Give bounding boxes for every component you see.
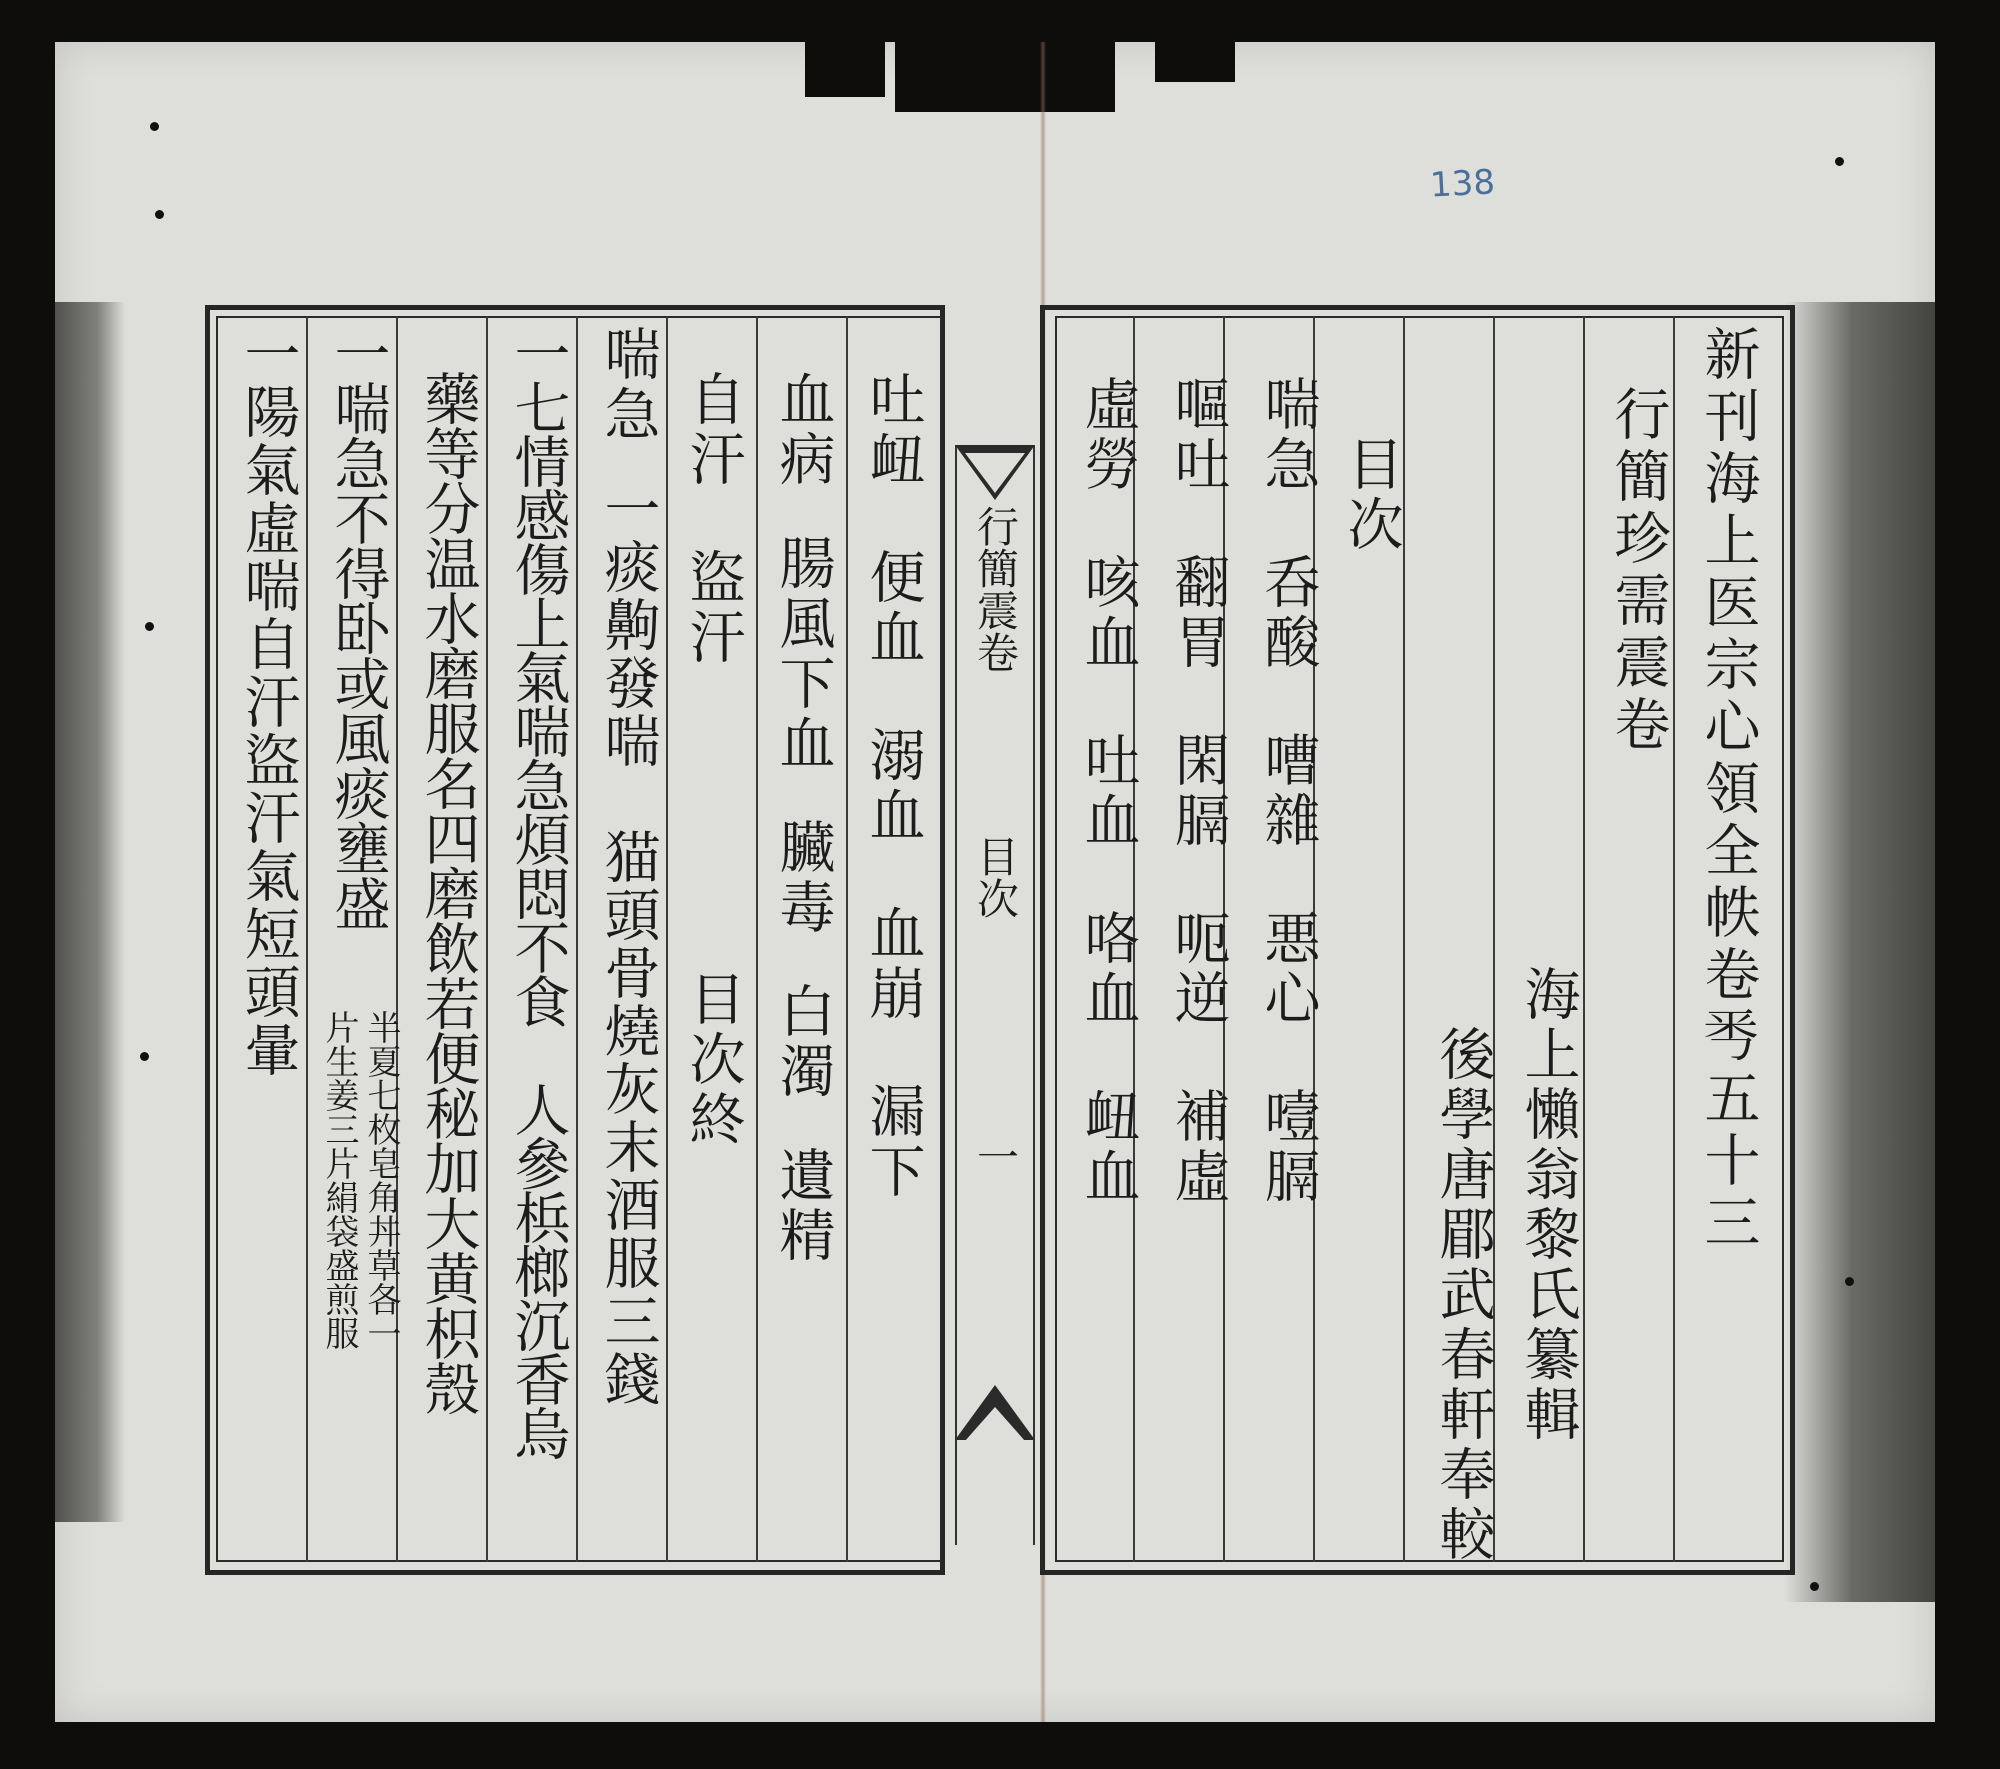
toc-entry: 噎膈 (1255, 1087, 1321, 1207)
ink-bleed-left (55, 302, 125, 1522)
entry-line-1 (585, 480, 670, 1408)
toc-column-left-2 (760, 370, 845, 1266)
toc-end-marker (670, 970, 755, 1150)
toc-entry: 遺精 (770, 1146, 836, 1266)
editor-line (1420, 1025, 1505, 1565)
toc-heading (1328, 435, 1413, 555)
entry-line-2 (495, 325, 580, 1459)
binding-hole (150, 122, 159, 131)
toc-entry: 衄血 (1075, 1087, 1141, 1207)
toc-entry: 便血 (860, 548, 926, 668)
folio-number: 138 (1428, 162, 1496, 206)
toc-entry: 溺血 (860, 726, 926, 846)
toc-entry: 嘔吐 (1165, 375, 1231, 495)
binding-hole (155, 210, 164, 219)
volume-subtitle (1595, 385, 1680, 757)
toc-entry: 嘈雜 (1255, 731, 1321, 851)
torn-edge (805, 42, 885, 97)
toc-entry: 漏下 (860, 1082, 926, 1202)
entry-note-a (360, 1010, 402, 1350)
toc-entry: 咳血 (1075, 553, 1141, 673)
toc-end-text: 目次終 (680, 970, 746, 1150)
book-title (1685, 325, 1770, 1255)
centre-page-number (955, 1135, 1035, 1177)
ink-bleed-right (1785, 302, 1935, 1602)
toc-entry: 腸風下血 (770, 534, 836, 774)
entry-line-4 (315, 325, 400, 930)
centre-title-text: 行簡震卷 (971, 505, 1020, 673)
entry-heading-text: 喘急 (595, 325, 661, 445)
centre-page-text: 一 (971, 1135, 1020, 1177)
entry-heading (585, 325, 670, 445)
editor-text: 後學唐郿武春軒奉較 (1430, 1025, 1496, 1565)
entry-line-1-text: 一痰齁發喘 猫頭骨燒灰末酒服三錢 (595, 480, 661, 1408)
toc-entry: 自汗 (680, 370, 746, 490)
centre-title (955, 505, 1035, 673)
toc-entry: 咯血 (1075, 909, 1141, 1029)
right-page-frame (1040, 305, 1795, 1575)
entry-line-3 (405, 370, 490, 1415)
entry-line-2-text: 一七情感傷上氣喘急煩悶不食 人參梹榔沉香烏 (505, 325, 571, 1459)
toc-entry: 呑酸 (1255, 553, 1321, 673)
entry-note-a-text: 半夏七枚皂角丼草各一 (361, 1010, 401, 1350)
binding-hole (1810, 1582, 1819, 1591)
centre-strip (955, 445, 1035, 1585)
toc-entry: 虛勞 (1075, 375, 1141, 495)
entry-line-5-text: 一陽氣虛喘自汗盜汗氣短頭暈 (235, 325, 301, 1079)
toc-column-right-2 (1155, 375, 1240, 1207)
volume-subtitle-text: 行簡珍需震卷 (1605, 385, 1671, 757)
toc-entry: 吐血 (1075, 731, 1141, 851)
centre-section-text: 目次 (971, 835, 1020, 919)
entry-note-b (318, 1010, 360, 1350)
torn-edge (1155, 42, 1235, 82)
toc-column-left-1 (850, 370, 935, 1202)
entry-note-b-text: 片生姜三片絹袋盛煎服 (319, 1010, 359, 1350)
binding-hole (140, 1052, 149, 1061)
toc-entry: 呃逆 (1165, 909, 1231, 1029)
toc-entry: 翻胃 (1165, 553, 1231, 673)
toc-entry: 悪心 (1255, 909, 1321, 1029)
toc-entry: 盜汗 (680, 548, 746, 668)
binding-hole (1835, 157, 1844, 166)
toc-entry: 血崩 (860, 904, 926, 1024)
left-page-frame (205, 305, 945, 1575)
torn-edge (895, 42, 1115, 112)
entry-line-4-text: 一喘急不得卧或風痰壅盛 (325, 325, 391, 930)
entry-line-3-text: 藥等分温水磨服名四磨飲若便秘加大黄枳殼 (415, 370, 481, 1415)
toc-heading-text: 目次 (1338, 435, 1404, 555)
binding-hole (1845, 1277, 1854, 1286)
toc-entry: 白濁 (770, 982, 836, 1102)
author-text: 海上懶翁黎氏纂輯 (1515, 965, 1581, 1445)
toc-column-right-3 (1065, 375, 1150, 1207)
toc-entry: 吐衄 (860, 370, 926, 490)
entry-line-5 (225, 325, 310, 1079)
book-title-text: 新刊海上医宗心領全帙卷𠀭五十三 (1695, 325, 1761, 1255)
toc-entry: 喘急 (1255, 375, 1321, 495)
centre-section (955, 835, 1035, 919)
author-line (1505, 965, 1590, 1445)
binding-hole (145, 622, 154, 631)
toc-entry: 補虛 (1165, 1087, 1231, 1207)
toc-entry: 血病 (770, 370, 836, 490)
toc-entry: 閑膈 (1165, 731, 1231, 851)
toc-column-right-1 (1245, 375, 1330, 1207)
toc-entry: 臟毒 (770, 818, 836, 938)
toc-column-left-3 (670, 370, 755, 668)
